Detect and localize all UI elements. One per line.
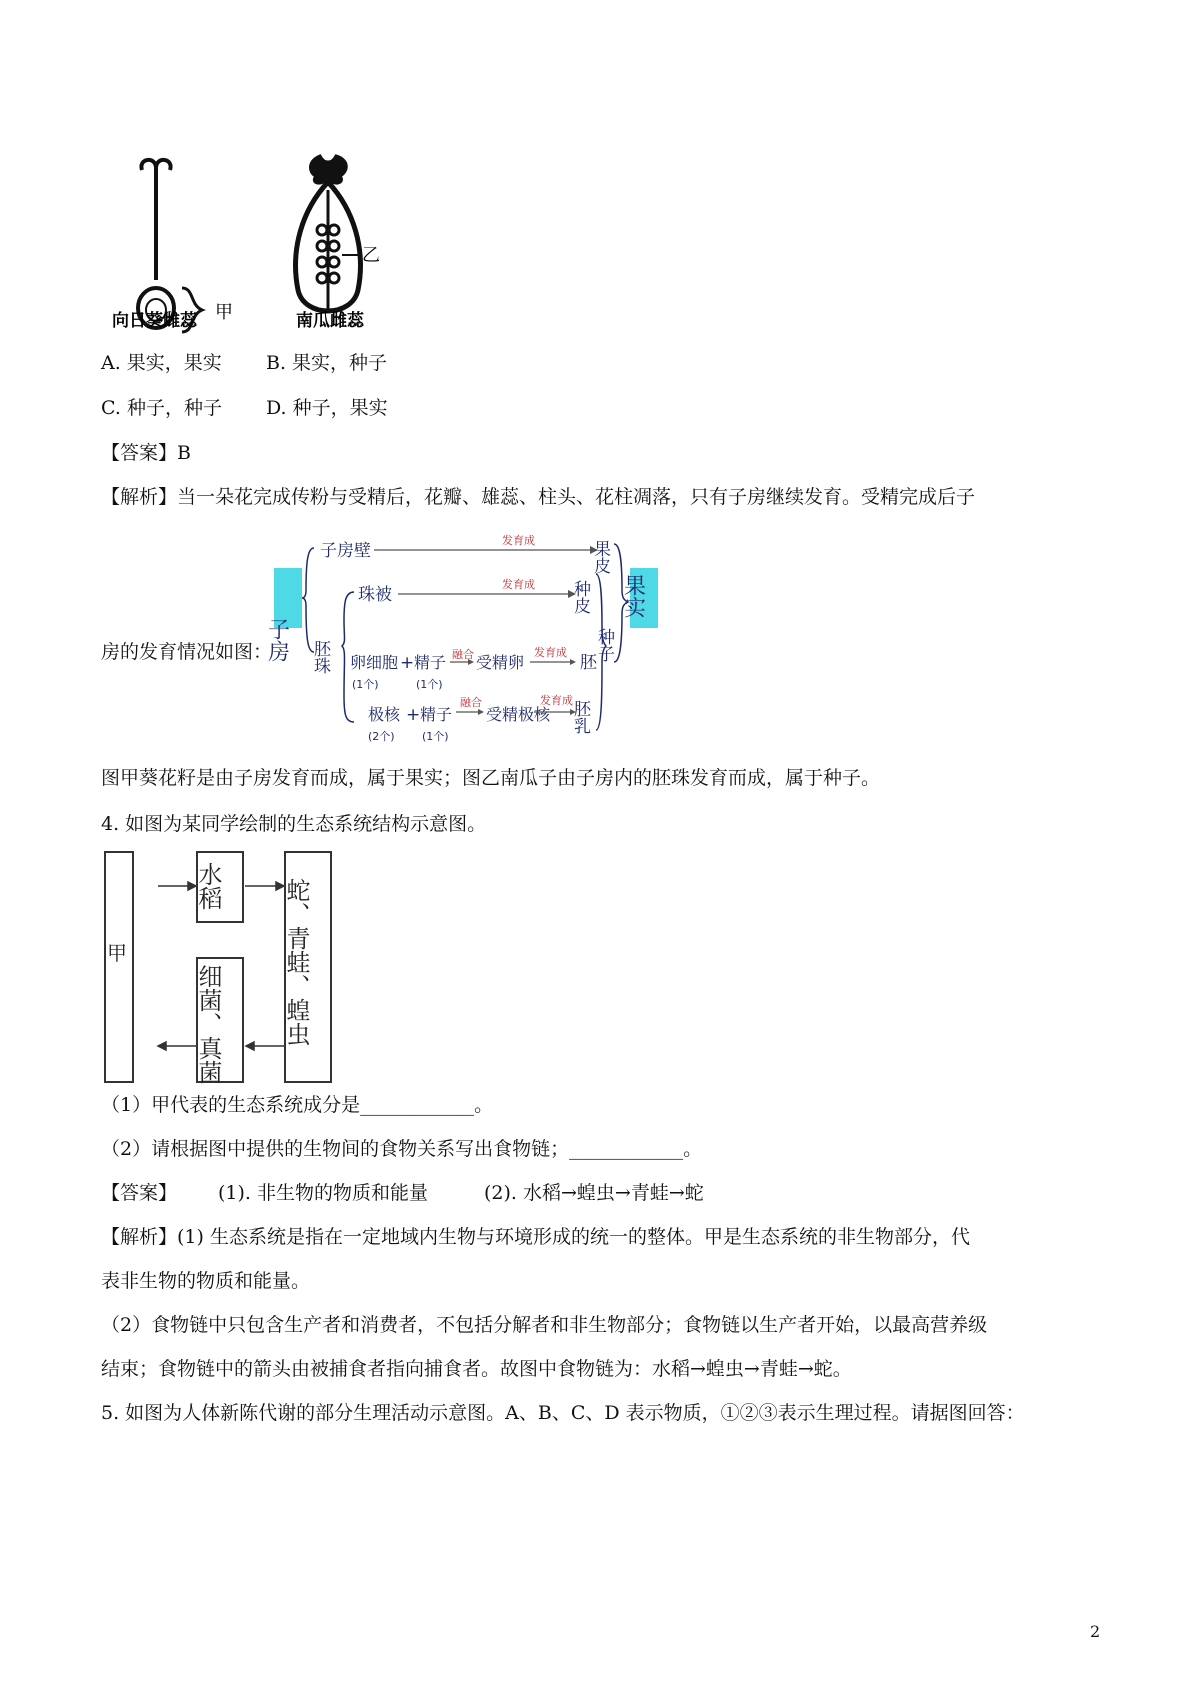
embryo-label: 胚 [580,653,597,673]
q5-stem: 5. 如图为人体新陈代谢的部分生理活动示意图。A、B、C、D 表示物质，①②③表示生理过程。请据图回答： [101,1402,1025,1424]
caption-sunflower: 向日葵雌蕊 [112,311,197,331]
q3-analysis-prefix: 房的发育情况如图： [101,641,273,663]
label-jia: 甲 [215,302,233,323]
sperm-count-2: (1个) [422,730,449,743]
develops-label-2: 发育成 [502,578,535,591]
sperm-label-1: 精子 [414,653,447,672]
develops-label-4: 发育成 [540,694,573,707]
develops-label-1: 发育成 [502,534,535,547]
plus-2: + [406,705,421,725]
q4-analysis1-line1: 【解析】(1) 生态系统是指在一定地域内生物与环境形成的统一的整体。甲是生态系统的非生物部分，代 [101,1226,970,1248]
plus-1: + [400,653,415,673]
sperm-count-1: (1个) [416,678,443,691]
fusion-label-1: 融合 [452,648,474,661]
page-number: 2 [1090,1622,1101,1641]
egg-count: (1个) [352,678,379,691]
ovary-wall-label: 子房壁 [320,541,371,561]
rice-label: 水稻 [194,862,222,910]
pistil-figure [110,150,410,330]
q4-answer-label: 【答案】 [101,1182,178,1204]
pericarp-label: 果皮 [590,540,610,574]
q4-stem: 4. 如图为某同学绘制的生态系统结构示意图。 [101,813,487,835]
ecosystem-diagram [100,848,340,1090]
ovary-development-diagram [264,520,682,750]
q4-analysis2-line1: （2）食物链中只包含生产者和消费者，不包括分解者和非生物部分；食物链以生产者开始，以最高营养级 [101,1314,988,1336]
jia-label: 甲 [107,941,127,965]
q4-sub1: （1）甲代表的生态系统成分是____________。 [101,1094,494,1116]
label-yi: 乙 [362,245,380,266]
sunflower-pistil-icon [138,160,202,332]
develops-label-3: 发育成 [534,646,567,659]
option-d: D. 种子，果实 [266,397,388,419]
box-jia [105,852,133,1082]
endosperm-label: 胚乳 [570,700,590,734]
seed-label: 种子 [594,628,614,662]
decomposers-label: 细菌、真菌 [194,964,222,1084]
q4-analysis2-line2: 结束；食物链中的箭头由被捕食者指向捕食者。故图中食物链为：水稻→蝗虫→青蛙→蛇。 [101,1358,852,1380]
q3-analysis-line1: 【解析】当一朵花完成传粉与受精后，花瓣、雄蕊、柱头、花柱凋落，只有子房继续发育。受精完成后子 [101,486,976,508]
ovule-label: 胚珠 [310,640,330,674]
zygote-label: 受精卵 [476,653,525,672]
option-b: B. 果实，种子 [266,352,388,374]
egg-cell-label: 卵细胞 [350,653,399,672]
q4-answer-2: (2). 水稻→蝗虫→青蛙→蛇 [484,1182,704,1204]
option-c: C. 种子，种子 [101,397,222,419]
q4-answer-1: (1). 非生物的物质和能量 [218,1182,428,1204]
sperm-label-2: 精子 [420,705,453,724]
integument-label: 珠被 [358,585,392,605]
animals-label: 蛇、青蛙、蝗虫 [282,878,310,1046]
fusion-label-2: 融合 [460,696,482,709]
option-a: A. 果实，果实 [101,352,222,374]
caption-pumpkin: 南瓜雌蕊 [296,311,364,331]
polar-nuclei-label: 极核 [368,705,401,724]
seed-coat-label: 种皮 [570,580,590,614]
q4-sub2: （2）请根据图中提供的生物间的食物关系写出食物链；____________。 [101,1138,703,1160]
fertilized-polar-label: 受精极核 [486,705,551,724]
polar-count: (2个) [368,730,395,743]
q3-analysis-line3: 图甲葵花籽是由子房发育而成，属于果实；图乙南瓜子由子房内的胚珠发育而成，属于种子。 [101,767,881,789]
q3-answer: 【答案】B [101,442,191,464]
fruit-label: 果实 [620,574,646,618]
ovary-label: 子房 [264,618,290,662]
pumpkin-pistil-icon [296,156,361,311]
q4-analysis1-line2: 表非生物的物质和能量。 [101,1270,311,1292]
